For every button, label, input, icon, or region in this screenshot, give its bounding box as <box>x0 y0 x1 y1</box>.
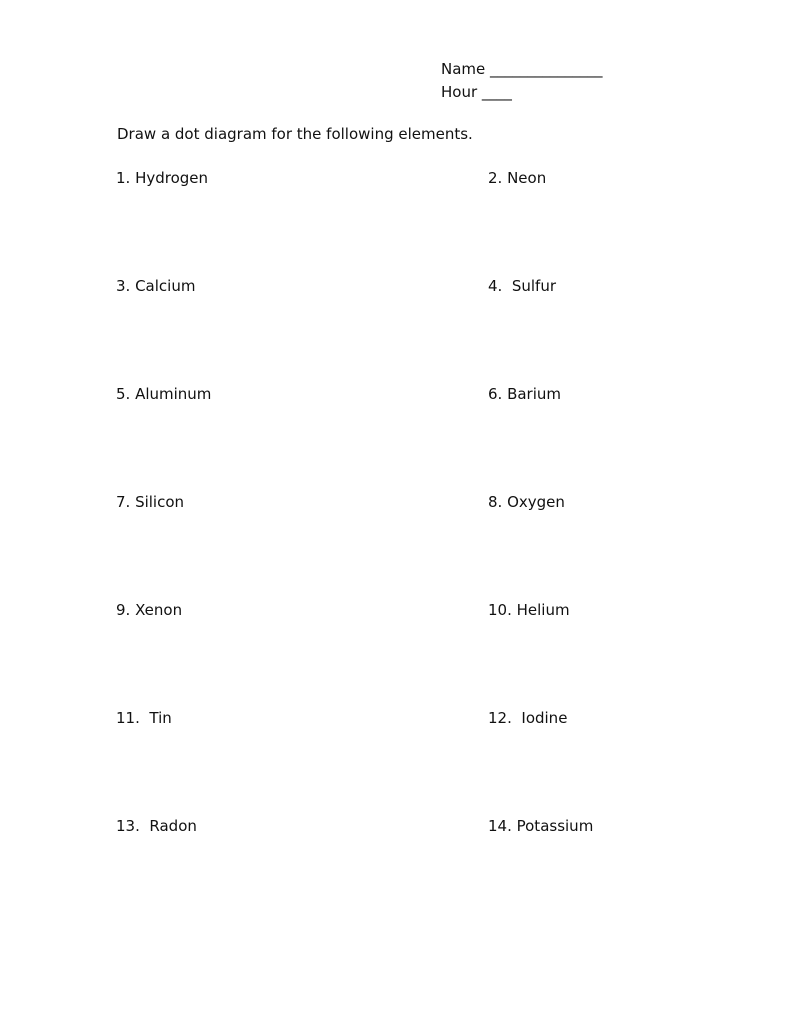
item-radon: 13. Radon <box>116 817 197 835</box>
item-helium: 10. Helium <box>488 601 570 619</box>
item-silicon: 7. Silicon <box>116 493 185 511</box>
item-neon: 2. Neon <box>488 169 547 187</box>
hour-line: Hour ____ <box>441 83 512 101</box>
item-oxygen: 8. Oxygen <box>488 493 565 511</box>
item-potassium: 14. Potassium <box>488 817 594 835</box>
item-hydrogen: 1. Hydrogen <box>116 169 209 187</box>
item-tin: 11. Tin <box>116 709 172 727</box>
name-line: Name _______________ <box>441 60 603 78</box>
item-aluminum: 5. Aluminum <box>116 385 212 403</box>
item-sulfur: 4. Sulfur <box>488 277 556 295</box>
instructions: Draw a dot diagram for the following elements. <box>117 125 473 143</box>
item-iodine: 12. Iodine <box>488 709 568 727</box>
item-xenon: 9. Xenon <box>116 601 183 619</box>
item-barium: 6. Barium <box>488 385 562 403</box>
item-calcium: 3. Calcium <box>116 277 196 295</box>
